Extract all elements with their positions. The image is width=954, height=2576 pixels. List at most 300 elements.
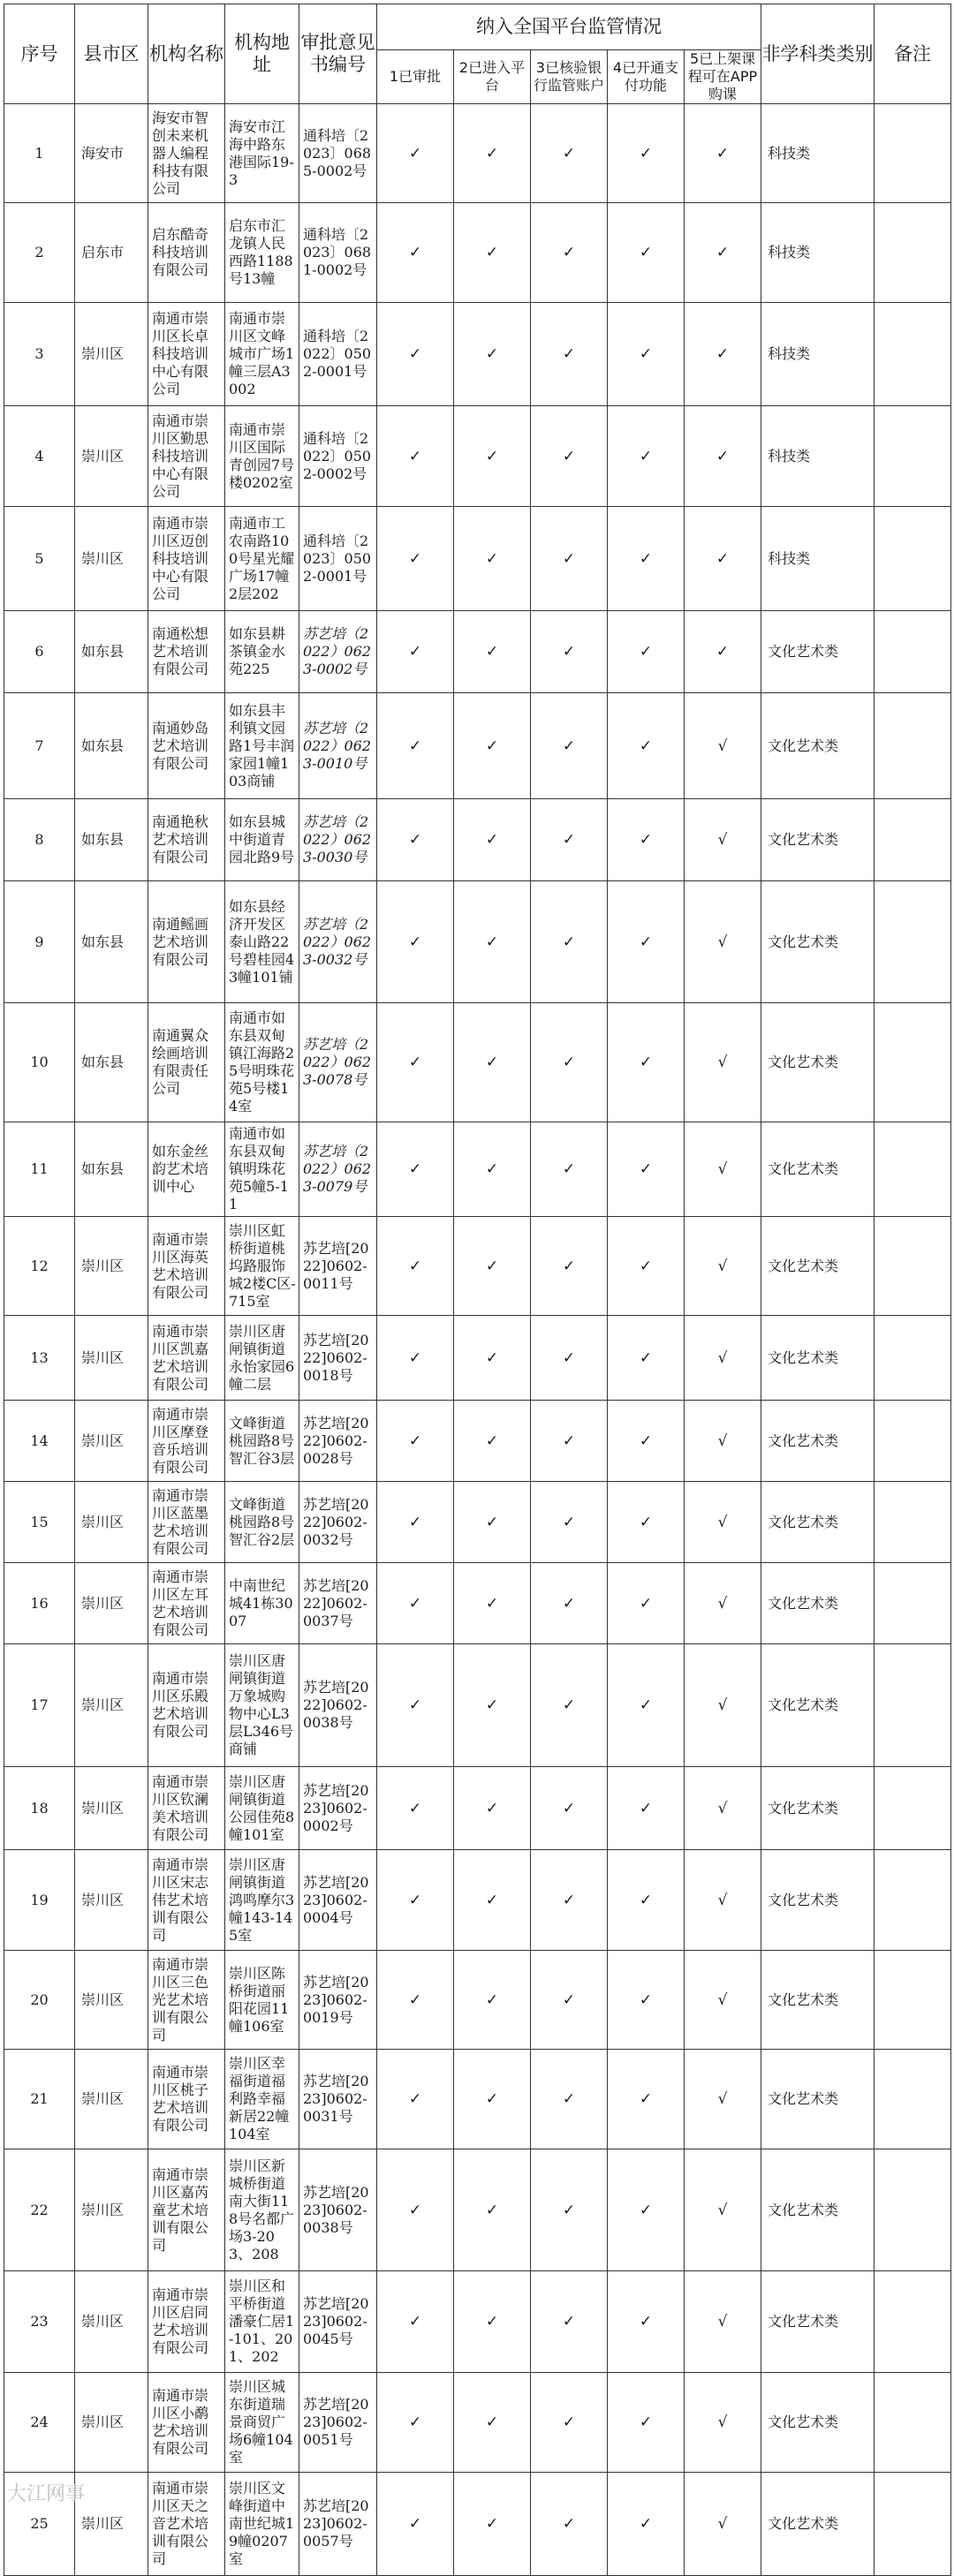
header-category: 非学科类类别: [761, 4, 874, 104]
cell-org-name: 南通市崇川区宋志伟艺术培训有限公司: [148, 1850, 225, 1951]
cell-check-approved: ✓: [377, 2473, 454, 2576]
table-row: [4, 1767, 951, 1850]
cell-seq: 20: [4, 1951, 75, 2050]
cell-category: 科技类: [761, 104, 874, 203]
cell-approval-code: 苏艺培（2022）0623-0010号: [299, 693, 377, 799]
cell-address: 崇川区陈桥街道丽阳花园11幢106室: [225, 1951, 299, 2050]
supervision-table: [4, 4, 951, 2576]
table-row: [4, 2473, 951, 2576]
cell-check-bank-account: ✓: [531, 1316, 608, 1401]
header-p1: 1已审批: [377, 50, 454, 104]
cell-check-bank-account: ✓: [531, 611, 608, 693]
cell-note: [874, 2149, 951, 2271]
cell-category: 文化艺术类: [761, 1003, 874, 1122]
cell-county: 崇川区: [75, 1217, 148, 1316]
cell-county: 海安市: [75, 104, 148, 203]
cell-check-course-listed: √: [685, 2271, 761, 2373]
cell-check-payment: ✓: [608, 1122, 685, 1217]
cell-address: 崇川区唐闸镇街道公园佳苑8幢101室: [225, 1767, 299, 1850]
cell-county: 崇川区: [75, 1951, 148, 2050]
cell-check-course-listed: √: [685, 2373, 761, 2473]
header-seq: 序号: [4, 4, 75, 104]
cell-category: 文化艺术类: [761, 2473, 874, 2576]
header-p4: 4已开通支付功能: [608, 50, 685, 104]
cell-check-approved: ✓: [377, 1850, 454, 1951]
cell-note: [874, 2271, 951, 2373]
cell-note: [874, 203, 951, 303]
cell-check-course-listed: ✓: [685, 406, 761, 507]
cell-note: [874, 1316, 951, 1401]
cell-seq: 2: [4, 203, 75, 303]
cell-check-bank-account: ✓: [531, 507, 608, 611]
header-address: 机构地址: [225, 4, 299, 104]
table-row: [4, 1563, 951, 1644]
cell-org-name: 南通妙岛艺术培训有限公司: [148, 693, 225, 799]
header-platform-group: 纳入全国平台监管情况: [377, 4, 761, 50]
cell-note: [874, 799, 951, 881]
cell-category: 文化艺术类: [761, 1482, 874, 1563]
cell-org-name: 南通松想艺术培训有限公司: [148, 611, 225, 693]
cell-category: 文化艺术类: [761, 1316, 874, 1401]
cell-check-platform: ✓: [454, 1482, 531, 1563]
cell-check-platform: ✓: [454, 1401, 531, 1482]
cell-seq: 16: [4, 1563, 75, 1644]
cell-check-approved: ✓: [377, 203, 454, 303]
cell-note: [874, 1482, 951, 1563]
cell-org-name: 启东酷奇科技培训有限公司: [148, 203, 225, 303]
cell-seq: 18: [4, 1767, 75, 1850]
header-p3: 3已核验银行监管账户: [531, 50, 608, 104]
cell-check-payment: ✓: [608, 203, 685, 303]
cell-org-name: 南通市崇川区嘉芮童艺术培训有限公司: [148, 2149, 225, 2271]
cell-check-course-listed: √: [685, 1122, 761, 1217]
cell-check-payment: ✓: [608, 1563, 685, 1644]
cell-check-course-listed: √: [685, 1644, 761, 1767]
table-row: [4, 2149, 951, 2271]
cell-approval-code: 苏艺培[2022]0602-0018号: [299, 1316, 377, 1401]
cell-check-approved: ✓: [377, 1003, 454, 1122]
cell-note: [874, 1850, 951, 1951]
cell-check-approved: ✓: [377, 1316, 454, 1401]
cell-seq: 4: [4, 406, 75, 507]
cell-county: 如东县: [75, 611, 148, 693]
cell-note: [874, 507, 951, 611]
cell-check-payment: ✓: [608, 1850, 685, 1951]
cell-approval-code: 苏艺培[2022]0602-0032号: [299, 1482, 377, 1563]
cell-check-approved: ✓: [377, 1401, 454, 1482]
cell-check-payment: ✓: [608, 1767, 685, 1850]
cell-org-name: 南通市崇川区摩登音乐培训有限公司: [148, 1401, 225, 1482]
cell-address: 南通市如东县双甸镇江海路25号明珠花苑5号楼14室: [225, 1003, 299, 1122]
cell-county: 崇川区: [75, 1767, 148, 1850]
cell-address: 文峰街道桃园路8号智汇谷2层: [225, 1482, 299, 1563]
cell-org-name: 南通市崇川区天之音艺术培训有限公司: [148, 2473, 225, 2576]
cell-category: 科技类: [761, 303, 874, 406]
cell-check-approved: ✓: [377, 406, 454, 507]
cell-org-name: 南通市崇川区钦澜美术培训有限公司: [148, 1767, 225, 1850]
cell-check-bank-account: ✓: [531, 1767, 608, 1850]
cell-org-name: 南通市崇川区勤思科技培训中心有限公司: [148, 406, 225, 507]
table-row: [4, 1122, 951, 1217]
cell-check-payment: ✓: [608, 1401, 685, 1482]
cell-check-platform: ✓: [454, 2149, 531, 2271]
header-approval: 审批意见书编号: [299, 4, 377, 104]
cell-seq: 7: [4, 693, 75, 799]
cell-check-approved: ✓: [377, 693, 454, 799]
cell-county: 崇川区: [75, 2050, 148, 2149]
cell-address: 海安市江海中路东港国际19-3: [225, 104, 299, 203]
cell-address: 南通市崇川区文峰城市广场1幢三层A3002: [225, 303, 299, 406]
cell-check-approved: ✓: [377, 1122, 454, 1217]
table-row: [4, 799, 951, 881]
cell-category: 文化艺术类: [761, 1122, 874, 1217]
cell-seq: 6: [4, 611, 75, 693]
cell-county: 如东县: [75, 799, 148, 881]
cell-check-platform: ✓: [454, 507, 531, 611]
cell-check-approved: ✓: [377, 1217, 454, 1316]
cell-category: 文化艺术类: [761, 1951, 874, 2050]
cell-approval-code: 苏艺培[2023]0602-0038号: [299, 2149, 377, 2271]
cell-check-course-listed: ✓: [685, 104, 761, 203]
cell-category: 科技类: [761, 203, 874, 303]
table-row: [4, 693, 951, 799]
cell-check-bank-account: ✓: [531, 1482, 608, 1563]
cell-seq: 24: [4, 2373, 75, 2473]
cell-category: 文化艺术类: [761, 2373, 874, 2473]
cell-county: 崇川区: [75, 2373, 148, 2473]
cell-check-bank-account: ✓: [531, 303, 608, 406]
cell-org-name: 南通艳秋艺术培训有限公司: [148, 799, 225, 881]
cell-org-name: 南通市崇川区启同艺术培训有限公司: [148, 2271, 225, 2373]
cell-address: 崇川区虹桥街道桃坞路服饰城2楼C区-715室: [225, 1217, 299, 1316]
cell-address: 启东市汇龙镇人民西路1188号13幢: [225, 203, 299, 303]
cell-check-approved: ✓: [377, 303, 454, 406]
cell-check-course-listed: √: [685, 1217, 761, 1316]
cell-category: 文化艺术类: [761, 1217, 874, 1316]
cell-approval-code: 苏艺培[2023]0602-0002号: [299, 1767, 377, 1850]
cell-check-course-listed: √: [685, 2050, 761, 2149]
cell-address: 如东县丰利镇文园路1号丰润家园1幢103商铺: [225, 693, 299, 799]
cell-org-name: 南通市崇川区海英艺术培训有限公司: [148, 1217, 225, 1316]
cell-org-name: 海安市智创未来机器人编程科技有限公司: [148, 104, 225, 203]
cell-check-platform: ✓: [454, 303, 531, 406]
cell-check-bank-account: ✓: [531, 799, 608, 881]
cell-check-course-listed: ✓: [685, 203, 761, 303]
cell-county: 崇川区: [75, 1850, 148, 1951]
cell-org-name: 南通市崇川区左耳艺术培训有限公司: [148, 1563, 225, 1644]
cell-check-bank-account: ✓: [531, 104, 608, 203]
table-row: [4, 2050, 951, 2149]
cell-check-platform: ✓: [454, 693, 531, 799]
cell-org-name: 南通市崇川区长卓科技培训中心有限公司: [148, 303, 225, 406]
cell-category: 文化艺术类: [761, 1767, 874, 1850]
cell-category: 文化艺术类: [761, 2050, 874, 2149]
cell-note: [874, 1767, 951, 1850]
cell-check-course-listed: √: [685, 1850, 761, 1951]
cell-address: 崇川区文峰街道中南世纪城19幢0207室: [225, 2473, 299, 2576]
cell-check-platform: ✓: [454, 1563, 531, 1644]
cell-category: 文化艺术类: [761, 1644, 874, 1767]
cell-check-bank-account: ✓: [531, 1122, 608, 1217]
cell-category: 文化艺术类: [761, 1850, 874, 1951]
cell-address: 崇川区唐闸镇街道永怡家园6幢二层: [225, 1316, 299, 1401]
cell-county: 崇川区: [75, 406, 148, 507]
table-row: [4, 1401, 951, 1482]
cell-check-platform: ✓: [454, 104, 531, 203]
cell-approval-code: 苏艺培[2023]0602-0004号: [299, 1850, 377, 1951]
cell-approval-code: 通科培〔2022〕0502-0002号: [299, 406, 377, 507]
cell-org-name: 南通市崇川区迈创科技培训中心有限公司: [148, 507, 225, 611]
cell-seq: 21: [4, 2050, 75, 2149]
table-row: [4, 1644, 951, 1767]
cell-check-platform: ✓: [454, 2373, 531, 2473]
cell-check-course-listed: ✓: [685, 303, 761, 406]
cell-address: 崇川区唐闸镇街道鸿鸣摩尔3幢143-145室: [225, 1850, 299, 1951]
cell-check-platform: ✓: [454, 2271, 531, 2373]
table-row: [4, 406, 951, 507]
cell-check-approved: ✓: [377, 611, 454, 693]
cell-category: 文化艺术类: [761, 2149, 874, 2271]
cell-note: [874, 1122, 951, 1217]
cell-check-bank-account: ✓: [531, 1217, 608, 1316]
cell-check-approved: ✓: [377, 2050, 454, 2149]
cell-county: 崇川区: [75, 2473, 148, 2576]
cell-category: 文化艺术类: [761, 1401, 874, 1482]
cell-check-approved: ✓: [377, 1563, 454, 1644]
cell-address: 崇川区和平桥街道潘豪仁居1-101、201、202: [225, 2271, 299, 2373]
cell-check-platform: ✓: [454, 611, 531, 693]
cell-check-course-listed: √: [685, 799, 761, 881]
cell-approval-code: 苏艺培[2023]0602-0031号: [299, 2050, 377, 2149]
cell-check-course-listed: √: [685, 693, 761, 799]
cell-check-payment: ✓: [608, 1003, 685, 1122]
cell-check-course-listed: √: [685, 1401, 761, 1482]
cell-note: [874, 1563, 951, 1644]
cell-category: 文化艺术类: [761, 881, 874, 1003]
cell-approval-code: 苏艺培（2022）0623-0078号: [299, 1003, 377, 1122]
cell-check-bank-account: ✓: [531, 2473, 608, 2576]
cell-approval-code: 苏艺培[2023]0602-0019号: [299, 1951, 377, 2050]
cell-check-platform: ✓: [454, 1850, 531, 1951]
cell-county: 崇川区: [75, 1482, 148, 1563]
cell-address: 文峰街道桃园路8号智汇谷3层: [225, 1401, 299, 1482]
cell-address: 崇川区新城桥街道南大街118号名都广场3-203、208: [225, 2149, 299, 2271]
table-row: [4, 1316, 951, 1401]
cell-check-course-listed: √: [685, 1951, 761, 2050]
cell-category: 文化艺术类: [761, 1563, 874, 1644]
cell-seq: 10: [4, 1003, 75, 1122]
cell-note: [874, 104, 951, 203]
cell-approval-code: 苏艺培[2023]0602-0045号: [299, 2271, 377, 2373]
cell-note: [874, 693, 951, 799]
cell-check-payment: ✓: [608, 1482, 685, 1563]
cell-check-platform: ✓: [454, 1951, 531, 2050]
cell-check-bank-account: ✓: [531, 1951, 608, 2050]
cell-approval-code: 苏艺培（2022）0623-0032号: [299, 881, 377, 1003]
cell-category: 文化艺术类: [761, 693, 874, 799]
cell-check-payment: ✓: [608, 406, 685, 507]
cell-check-payment: ✓: [608, 104, 685, 203]
cell-check-platform: ✓: [454, 2473, 531, 2576]
cell-seq: 9: [4, 881, 75, 1003]
table-row: [4, 203, 951, 303]
cell-check-bank-account: ✓: [531, 1644, 608, 1767]
table-row: [4, 881, 951, 1003]
header-note: 备注: [874, 4, 951, 104]
cell-check-course-listed: √: [685, 1482, 761, 1563]
cell-approval-code: 通科培〔2022〕0502-0001号: [299, 303, 377, 406]
cell-check-payment: ✓: [608, 2271, 685, 2373]
cell-check-bank-account: ✓: [531, 1850, 608, 1951]
cell-check-course-listed: √: [685, 881, 761, 1003]
cell-check-payment: ✓: [608, 507, 685, 611]
header-name: 机构名称: [148, 4, 225, 104]
cell-check-payment: ✓: [608, 1217, 685, 1316]
cell-county: 崇川区: [75, 2271, 148, 2373]
cell-check-payment: ✓: [608, 1316, 685, 1401]
cell-check-bank-account: ✓: [531, 2271, 608, 2373]
cell-org-name: 南通市崇川区桃子艺术培训有限公司: [148, 2050, 225, 2149]
cell-check-platform: ✓: [454, 2050, 531, 2149]
cell-note: [874, 881, 951, 1003]
cell-category: 文化艺术类: [761, 799, 874, 881]
table-row: [4, 1217, 951, 1316]
cell-seq: 12: [4, 1217, 75, 1316]
watermark: 大江网事: [7, 2483, 86, 2505]
table-row: [4, 1850, 951, 1951]
cell-check-payment: ✓: [608, 2473, 685, 2576]
cell-note: [874, 1644, 951, 1767]
cell-check-payment: ✓: [608, 611, 685, 693]
cell-check-platform: ✓: [454, 1767, 531, 1850]
cell-check-platform: ✓: [454, 1644, 531, 1767]
cell-org-name: 如东金丝韵艺术培训中心: [148, 1122, 225, 1217]
table-row: [4, 1482, 951, 1563]
cell-org-name: 南通市崇川区乐殿艺术培训有限公司: [148, 1644, 225, 1767]
cell-check-approved: ✓: [377, 1767, 454, 1850]
cell-check-payment: ✓: [608, 2149, 685, 2271]
cell-county: 崇川区: [75, 1401, 148, 1482]
cell-note: [874, 406, 951, 507]
cell-check-payment: ✓: [608, 881, 685, 1003]
cell-approval-code: 通科培〔2023〕0681-0002号: [299, 203, 377, 303]
cell-approval-code: 苏艺培[2022]0602-0028号: [299, 1401, 377, 1482]
cell-address: 南通市工农南路100号星光耀广场17幢2层202: [225, 507, 299, 611]
cell-address: 中南世纪城41栋3007: [225, 1563, 299, 1644]
cell-seq: 5: [4, 507, 75, 611]
cell-category: 科技类: [761, 406, 874, 507]
cell-seq: 25: [4, 2473, 75, 2576]
cell-check-platform: ✓: [454, 1217, 531, 1316]
cell-note: [874, 1003, 951, 1122]
cell-check-course-listed: √: [685, 1767, 761, 1850]
cell-check-course-listed: √: [685, 1316, 761, 1401]
cell-seq: 3: [4, 303, 75, 406]
cell-seq: 11: [4, 1122, 75, 1217]
cell-check-payment: ✓: [608, 799, 685, 881]
table-row: [4, 104, 951, 203]
cell-check-bank-account: ✓: [531, 693, 608, 799]
cell-approval-code: 苏艺培[2023]0602-0051号: [299, 2373, 377, 2473]
cell-county: 如东县: [75, 1122, 148, 1217]
table-row: [4, 303, 951, 406]
table-row: [4, 611, 951, 693]
cell-seq: 14: [4, 1401, 75, 1482]
cell-check-approved: ✓: [377, 2373, 454, 2473]
cell-check-platform: ✓: [454, 1122, 531, 1217]
cell-check-course-listed: ✓: [685, 507, 761, 611]
cell-check-approved: ✓: [377, 1951, 454, 2050]
cell-seq: 23: [4, 2271, 75, 2373]
table-row: [4, 2271, 951, 2373]
header-county: 县市区: [75, 4, 148, 104]
cell-county: 崇川区: [75, 1644, 148, 1767]
cell-check-bank-account: ✓: [531, 2050, 608, 2149]
cell-check-bank-account: ✓: [531, 1003, 608, 1122]
cell-county: 启东市: [75, 203, 148, 303]
cell-check-platform: ✓: [454, 799, 531, 881]
cell-category: 文化艺术类: [761, 2271, 874, 2373]
cell-category: 科技类: [761, 507, 874, 611]
cell-org-name: 南通市崇川区凯嘉艺术培训有限公司: [148, 1316, 225, 1401]
cell-check-platform: ✓: [454, 406, 531, 507]
cell-note: [874, 2473, 951, 2576]
cell-address: 崇川区唐闸镇街道万象城购物中心L3层L346号商铺: [225, 1644, 299, 1767]
cell-county: 如东县: [75, 693, 148, 799]
cell-approval-code: 通科培〔2023〕0685-0002号: [299, 104, 377, 203]
cell-category: 文化艺术类: [761, 611, 874, 693]
cell-org-name: 南通市崇川区小鹬艺术培训有限公司: [148, 2373, 225, 2473]
cell-check-platform: ✓: [454, 1316, 531, 1401]
cell-check-payment: ✓: [608, 303, 685, 406]
cell-seq: 13: [4, 1316, 75, 1401]
cell-check-course-listed: √: [685, 1003, 761, 1122]
cell-check-payment: ✓: [608, 693, 685, 799]
cell-approval-code: 苏艺培（2022）0623-0030号: [299, 799, 377, 881]
cell-check-payment: ✓: [608, 1951, 685, 2050]
cell-check-approved: ✓: [377, 1644, 454, 1767]
cell-check-bank-account: ✓: [531, 406, 608, 507]
cell-check-bank-account: ✓: [531, 1401, 608, 1482]
cell-note: [874, 611, 951, 693]
cell-approval-code: 苏艺培[2022]0602-0037号: [299, 1563, 377, 1644]
cell-address: 如东县耕茶镇金水苑225: [225, 611, 299, 693]
cell-approval-code: 苏艺培（2022）0623-0002号: [299, 611, 377, 693]
cell-note: [874, 2050, 951, 2149]
cell-county: 崇川区: [75, 1316, 148, 1401]
cell-approval-code: 苏艺培[2022]0602-0011号: [299, 1217, 377, 1316]
cell-check-approved: ✓: [377, 507, 454, 611]
cell-county: 崇川区: [75, 2149, 148, 2271]
cell-check-bank-account: ✓: [531, 1563, 608, 1644]
cell-check-approved: ✓: [377, 104, 454, 203]
header-p2: 2已进入平台: [454, 50, 531, 104]
cell-check-payment: ✓: [608, 2373, 685, 2473]
cell-note: [874, 2373, 951, 2473]
cell-note: [874, 1401, 951, 1482]
cell-check-payment: ✓: [608, 2050, 685, 2149]
cell-seq: 8: [4, 799, 75, 881]
cell-approval-code: 苏艺培[2022]0602-0038号: [299, 1644, 377, 1767]
cell-address: 南通市如东县双甸镇明珠花苑5幢5-11: [225, 1122, 299, 1217]
cell-seq: 22: [4, 2149, 75, 2271]
cell-county: 崇川区: [75, 1563, 148, 1644]
cell-check-course-listed: ✓: [685, 611, 761, 693]
cell-note: [874, 1217, 951, 1316]
cell-check-course-listed: √: [685, 2473, 761, 2576]
cell-seq: 1: [4, 104, 75, 203]
cell-check-approved: ✓: [377, 799, 454, 881]
